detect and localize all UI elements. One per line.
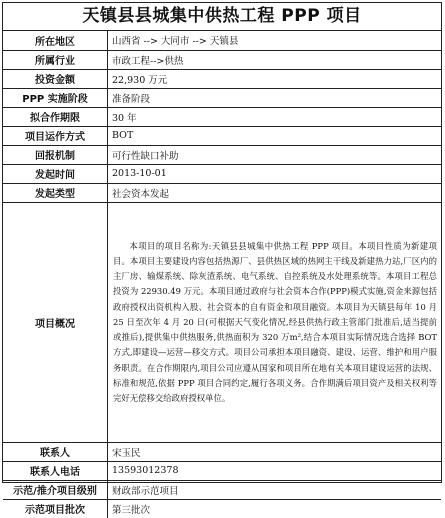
table-row bbox=[3, 88, 441, 107]
table-row bbox=[3, 50, 441, 69]
field-value-region: 山西省 --> 大同市 --> 天镇县 bbox=[108, 31, 442, 50]
field-label-demo-level: 示范/推介项目级别 bbox=[3, 480, 108, 499]
field-label-initiator-type: 发起类型 bbox=[3, 183, 108, 202]
field-value-contact-phone: 13593012378 bbox=[108, 461, 442, 480]
field-value-contact: 宋玉民 bbox=[108, 442, 442, 461]
field-value-industry: 市政工程-->供热 bbox=[108, 50, 442, 69]
table-row bbox=[3, 107, 441, 126]
table-row bbox=[3, 480, 441, 499]
field-label-operation-mode: 项目运作方式 bbox=[3, 126, 108, 145]
field-label-industry: 所属行业 bbox=[3, 50, 108, 69]
table-row bbox=[3, 164, 441, 183]
field-label-contact-phone: 联系人电话 bbox=[3, 461, 108, 480]
project-info-sheet bbox=[2, 2, 442, 517]
table-row bbox=[3, 499, 441, 518]
table-row bbox=[3, 183, 441, 202]
field-value-investment: 22,930 万元 bbox=[108, 69, 442, 88]
table-row bbox=[3, 145, 441, 164]
page-title: 天镇县县城集中供热工程 PPP 项目 bbox=[3, 3, 441, 31]
project-info-table bbox=[3, 31, 441, 518]
table-row bbox=[3, 69, 441, 88]
field-label-region: 所在地区 bbox=[3, 31, 108, 50]
table-row bbox=[3, 202, 441, 442]
field-label-demo-batch: 示范项目批次 bbox=[3, 499, 108, 518]
overview-cell bbox=[108, 202, 442, 442]
field-label-investment: 投资金额 bbox=[3, 69, 108, 88]
table-row bbox=[3, 461, 441, 480]
table-row bbox=[3, 442, 441, 461]
field-value-return-mechanism: 可行性缺口补助 bbox=[108, 145, 442, 164]
field-label-return-mechanism: 回报机制 bbox=[3, 145, 108, 164]
field-value-demo-batch: 第三批次 bbox=[108, 499, 442, 518]
field-label-contact: 联系人 bbox=[3, 442, 108, 461]
table-row bbox=[3, 126, 441, 145]
field-label-start-date: 发起时间 bbox=[3, 164, 108, 183]
field-value-ppp-stage: 准备阶段 bbox=[108, 88, 442, 107]
field-label-term: 拟合作期限 bbox=[3, 107, 108, 126]
field-value-operation-mode: BOT bbox=[108, 126, 442, 145]
project-overview-text: 本项目的项目名称为:天镇县县城集中供热工程 PPP 项目。本项目性质为新建项目。本项目主要建设内容包括热源厂、县供热区域的热网主干线及新建热力站,厂区内的主厂房、输煤系统、除灰渣系统、电气系统、自控系统及水处理系统等。本项目工程总投资为 22930.49 万元。本项目通过政府与社会资本合作(PPP)模式实施,资金来源包括政府授权出资机构入股、社会资本的自有资金和项目融资。本项目为天镇县每年 10 月 25 日至次年 4 月 20 日(可根据天气变化情况,经县供热行政主管部门批准后,适当提前或推后),提供集中供热服务,供热面积为 320 万m²,结合本项目实际情况选合选择 BOT 方式,即建设—运营—移交方式。项目公司承担本项目融资、建设、运营、维护和用户服务职责。在合作期限内,项目公司应遵从国家和项目所在地有关本项目建设运营的法规、标准和规范,依据 PPP 项目合同约定,履行各项义务。合作期满后项目资产及相关权利等完好无偿移交给政府授权单位。 bbox=[113, 240, 437, 403]
field-value-demo-level: 财政部示范项目 bbox=[108, 480, 442, 499]
field-value-start-date: 2013-10-01 bbox=[108, 164, 442, 183]
table-row bbox=[3, 31, 441, 50]
field-value-initiator-type: 社会资本发起 bbox=[108, 183, 442, 202]
field-value-term: 30 年 bbox=[108, 107, 442, 126]
field-label-ppp-stage: PPP 实施阶段 bbox=[3, 88, 108, 107]
field-label-overview: 项目概况 bbox=[3, 202, 108, 442]
